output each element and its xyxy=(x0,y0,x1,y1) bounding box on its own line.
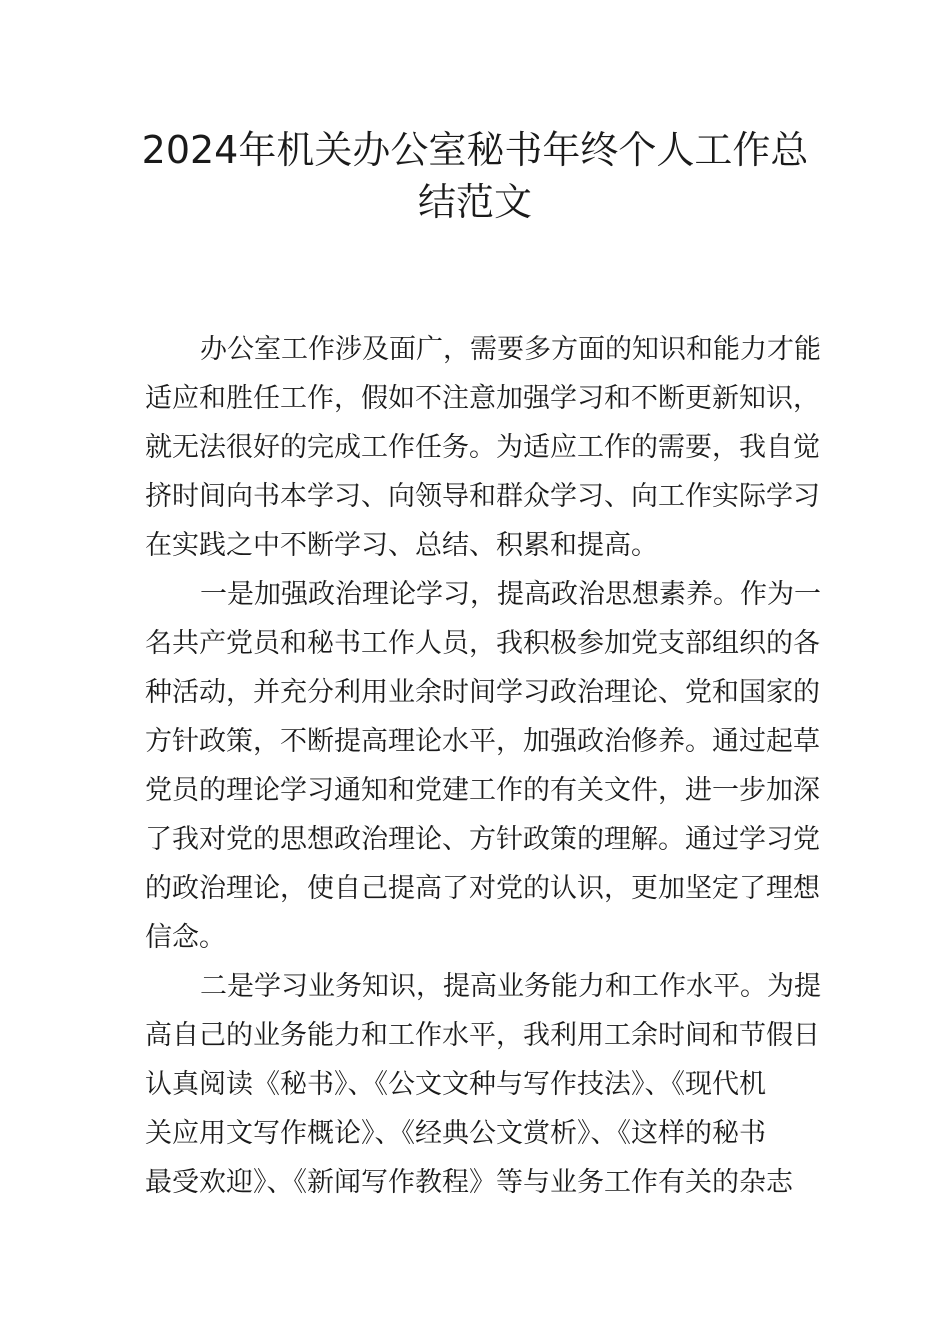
text-line: 党员的理论学习通知和党建工作的有关文件，进一步加深 xyxy=(145,775,820,806)
paragraph-business-study xyxy=(145,962,821,1207)
title-line: 结范文 xyxy=(417,180,532,224)
text-line: 的政治理论，使自己提高了对党的认识，更加坚定了理想 xyxy=(145,873,820,904)
text-line: 最受欢迎》、《新闻写作教程》等与业务工作有关的杂志 xyxy=(145,1167,793,1198)
text-line: 办公室工作涉及面广，需要多方面的知识和能力才能 xyxy=(200,334,821,365)
text-line: 一是加强政治理论学习，提高政治思想素养。作为一 xyxy=(200,579,821,610)
text-line: 就无法很好的完成工作任务。为适应工作的需要，我自觉 xyxy=(145,432,820,463)
text-line: 高自己的业务能力和工作水平，我利用工余时间和节假日 xyxy=(145,1020,820,1051)
text-line: 二是学习业务知识，提高业务能力和工作水平。为提 xyxy=(200,971,821,1002)
text-line: 适应和胜任工作，假如不注意加强学习和不断更新知识， xyxy=(145,383,820,414)
text-line: 在实践之中不断学习、总结、积累和提高。 xyxy=(145,530,658,561)
text-line: 名共产党员和秘书工作人员，我积极参加党支部组织的各 xyxy=(145,628,820,659)
text-line: 种活动，并充分利用业余时间学习政治理论、党和国家的 xyxy=(145,677,820,708)
paragraph-political-study xyxy=(145,570,821,962)
text-line: 信念。 xyxy=(145,922,226,953)
text-line: 了我对党的思想政治理论、方针政策的理解。通过学习党 xyxy=(145,824,820,855)
text-line: 方针政策，不断提高理论水平，加强政治修养。通过起草 xyxy=(145,726,820,757)
text-line: 认真阅读《秘书》、《公文文种与写作技法》、《现代机 xyxy=(145,1069,766,1100)
text-line: 关应用文写作概论》、《经典公文赏析》、《这样的秘书 xyxy=(145,1118,766,1149)
paragraph-intro xyxy=(145,325,821,570)
document-body xyxy=(145,325,821,1207)
text-line: 挤时间向书本学习、向领导和群众学习、向工作实际学习 xyxy=(145,481,820,512)
document-title xyxy=(120,124,830,228)
title-line: 2024年机关办公室秘书年终个人工作总 xyxy=(141,128,809,172)
